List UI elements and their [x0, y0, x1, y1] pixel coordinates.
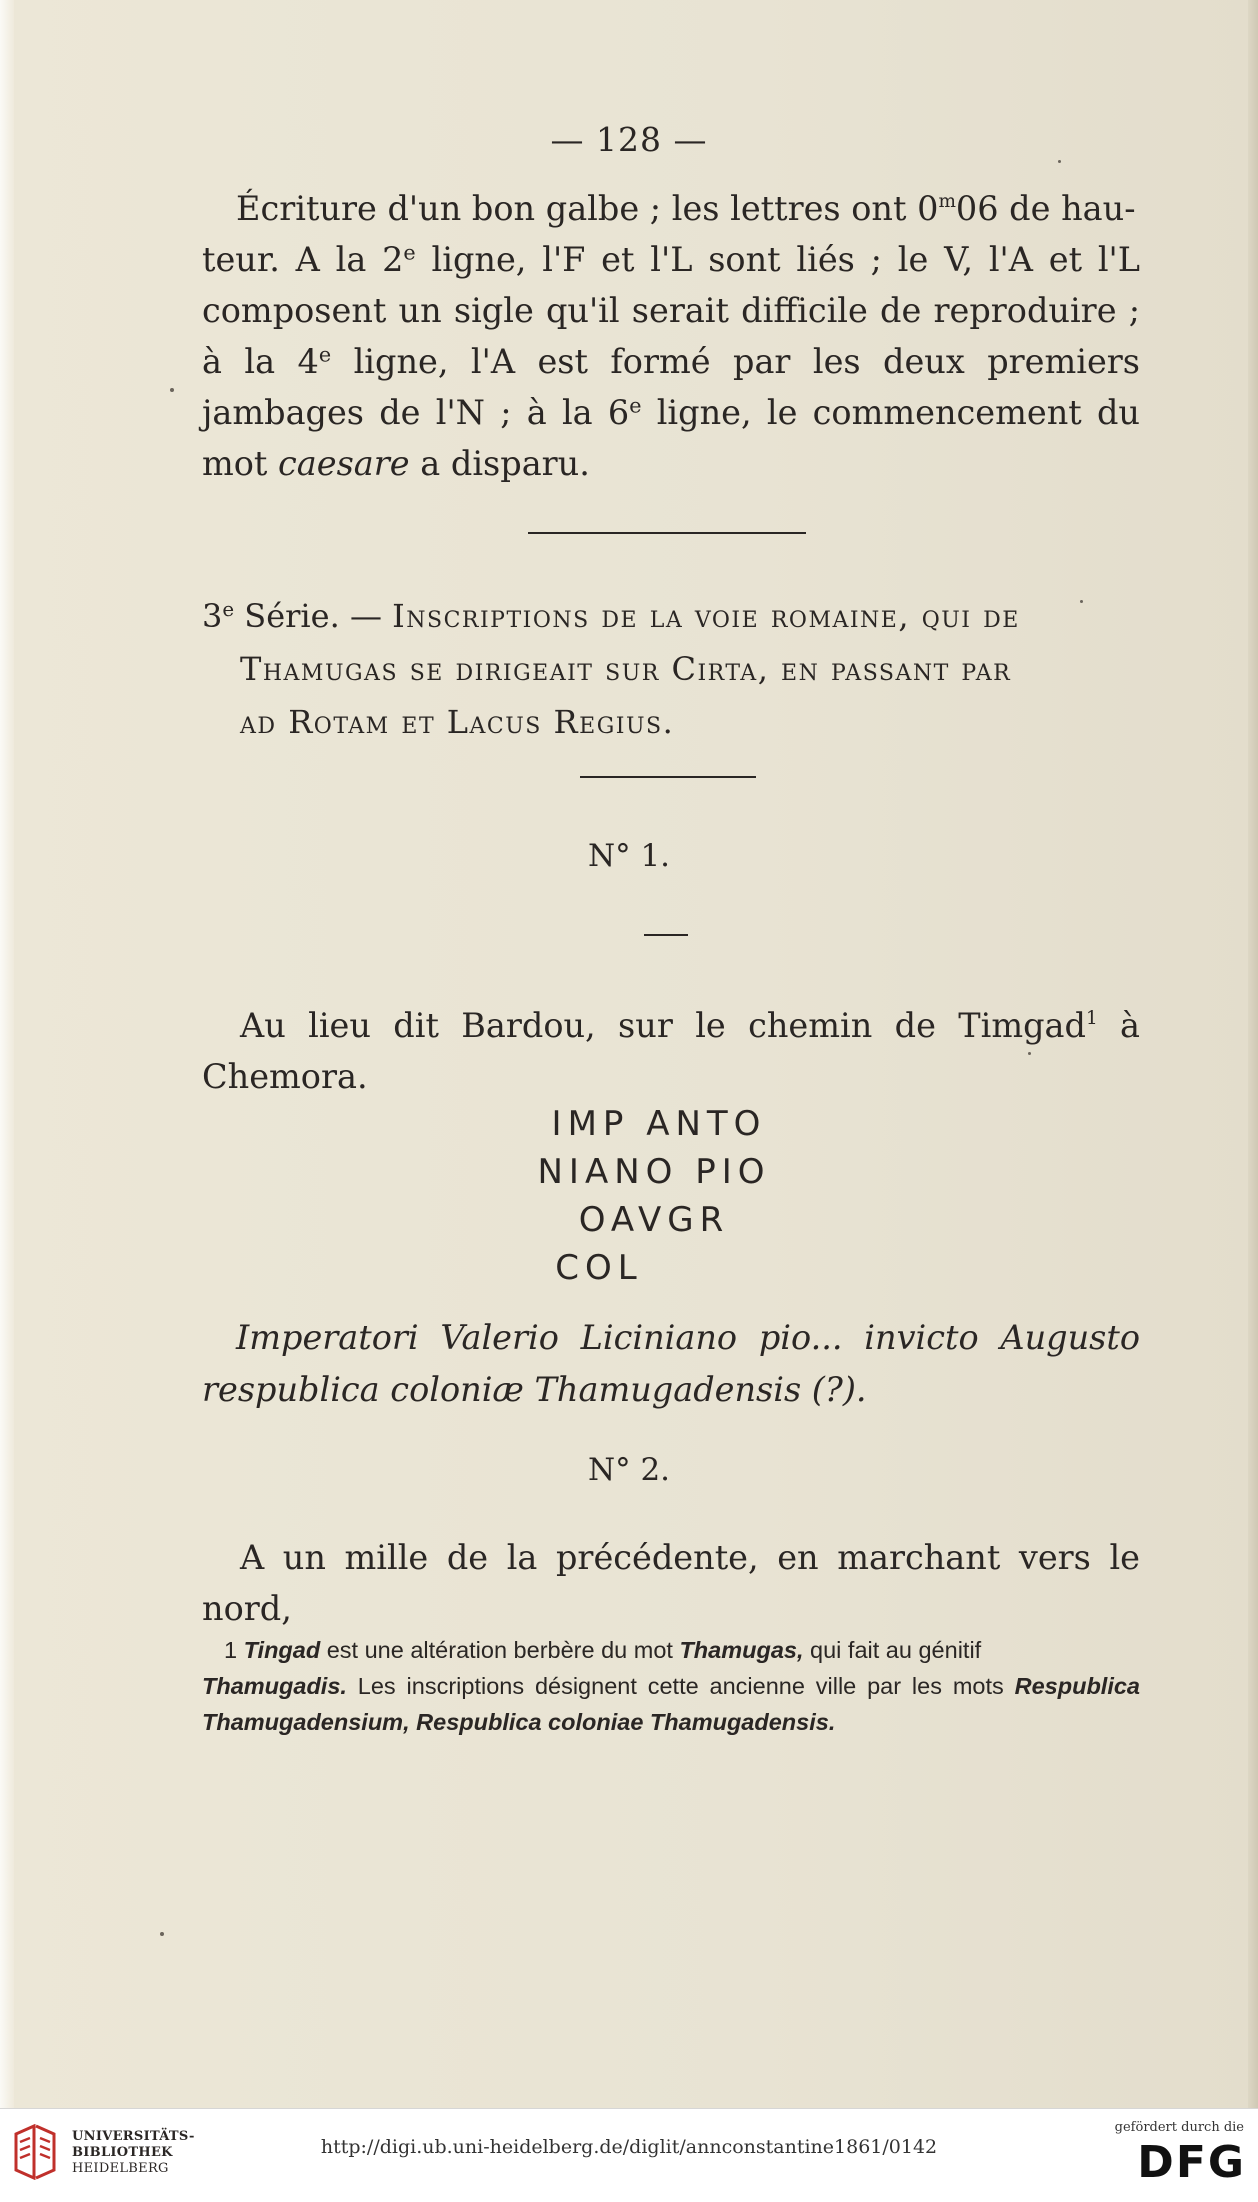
- inscription-line: COL: [555, 1248, 643, 1288]
- separator-rule-3: [644, 934, 688, 936]
- inscription-line: OAVGR: [578, 1200, 730, 1240]
- funded-by-label: gefördert durch die: [1114, 2120, 1244, 2135]
- inscription-line: IMP ANTO: [551, 1104, 767, 1144]
- page-edge: [0, 0, 14, 2108]
- no2-text: A un mille de la précédente, en marchant vers le nord,: [202, 1538, 1140, 1628]
- library-name: UNIVERSITÄTS- BIBLIOTHEK HEIDELBERG: [72, 2129, 195, 2176]
- inscription-block: [0, 1100, 1258, 1292]
- page-right-edge: [1248, 0, 1258, 2108]
- no2-title: N° 2.: [587, 1452, 671, 1488]
- para1-line1: Écriture d'un bon galbe ; les lettres ont 0$^m$06 de hau-: [236, 189, 1136, 228]
- permalink-url[interactable]: http://digi.ub.uni-heidelberg.de/diglit/annconstantine1861/0142: [320, 2136, 938, 2158]
- section-heading: 3e Série. — Inscriptions de la voie romaine, qui de Thamugas se dirigeait sur Cirta, en passant par ad Rotam et Lacus Regius.: [202, 597, 1020, 741]
- inscription-line: NIANO PIO: [537, 1152, 771, 1192]
- footnote-ref: 1: [1085, 1008, 1098, 1030]
- separator-rule-1: [528, 532, 806, 534]
- no1-location-text: Au lieu dit Bardou, sur le chemin de Timgad$^1$ à Chemora.: [202, 1006, 1141, 1096]
- separator-rule-2: [580, 776, 756, 778]
- paragraph-inscription-description: Écriture d'un bon galbe ; les lettres ont 0$^m$06 de hau- teur. A la 2e ligne, l'F et l'L sont liés ; le V, l'A et l'L composent un sigle qu'il serait difficile de reproduire ; à la 4e ligne, l'A est formé par les deux premiers jambages de l'N ; à la 6e ligne, le commencement du mot caesare a disparu.: [202, 183, 1140, 489]
- dfg-logo: DFG: [1137, 2137, 1246, 2188]
- page-number: — 128 —: [550, 120, 708, 159]
- footnote: 1 Tingad est une altération berbère du mot Thamugas, qui fait au génitif Thamugadis. Les inscriptions désignent cette ancienne ville par les mots Respublica Thamugadensium, Respublica coloniae Thamugadensis.: [202, 1637, 1140, 1735]
- italic-word: caesare: [278, 444, 410, 483]
- inscription-translation: Imperatori Valerio Liciniano pio... invicto Augusto respublica coloniæ Thamugadensis (?).: [202, 1318, 1140, 1409]
- no1-title: N° 1.: [587, 838, 671, 874]
